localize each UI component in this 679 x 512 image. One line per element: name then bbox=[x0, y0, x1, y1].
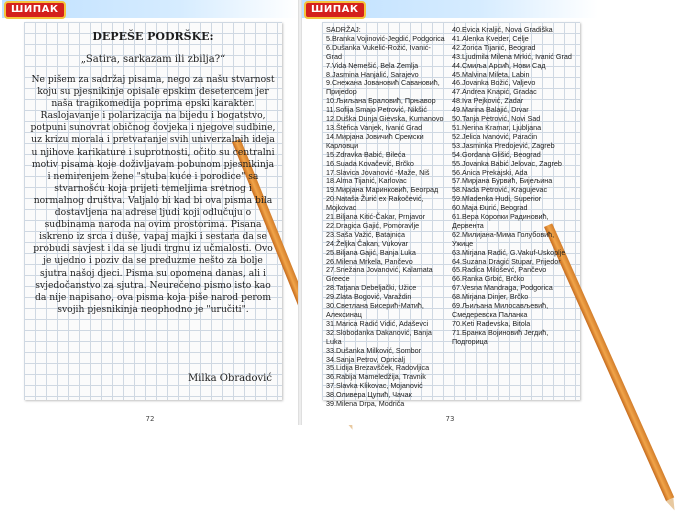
contents-entry: 34.Sanja Petrov, Opricalj bbox=[326, 354, 405, 364]
contents-entry: 32.Slobodanka Dakanović, Banja Luka bbox=[326, 327, 432, 346]
contents-entry: 29.Zlata Bogović, Varaždin bbox=[326, 292, 412, 302]
contents-entry: 8.Jasmina Hanjalić, Sarajevo bbox=[326, 69, 419, 79]
contents-entry: 10.Љиљана Браловић, Прњавор bbox=[326, 96, 436, 106]
left-page bbox=[2, 0, 298, 425]
contents-entry: 22.Dragica Gajić, Pomoravlje bbox=[326, 220, 420, 230]
contents-entry: 14.Мирјана Јовичић Сремски Карловци bbox=[326, 131, 424, 150]
article-author: Milka Obradović bbox=[187, 373, 272, 384]
contents-entry: 25.Biljana Gajić, Banja Luka bbox=[326, 247, 416, 257]
contents-entry: 65.Radica Miloševć, Pančevo bbox=[452, 265, 547, 275]
contents-entry: 54.Gordana Glišić, Beograd bbox=[452, 149, 541, 159]
contents-entry: 31.Marica Radić Vidić, Adaševci bbox=[326, 318, 429, 328]
sipak-logo: ШИПАК bbox=[4, 1, 66, 19]
contents-entry: 40.Evica Kraljić, Nova Gradiška bbox=[452, 25, 553, 34]
contents-entry: 33.Dušanka Milković, Sombor bbox=[326, 345, 422, 355]
contents-entry: 17.Slavica Jovanović -Maže, Niš bbox=[326, 167, 430, 177]
contents-entry: 46.Jovanka Božić, Valjevo bbox=[452, 78, 536, 88]
contents-entry: 42.Zorica Tijanić, Beograd bbox=[452, 42, 536, 52]
contents-column-2 bbox=[452, 26, 572, 347]
contents-entry: 71.Бранка Војиновић Јегдић, Подгорица bbox=[452, 327, 549, 346]
contents-entry: 7.Vida Nemešić, Bela Zemlja bbox=[326, 60, 419, 70]
contents-entry: 9.Снежана Јовановић Савановић, Пријedор bbox=[326, 78, 440, 97]
contents-entry: 11.Sofija Smajo Petrović, Nikšić bbox=[326, 105, 427, 115]
sipak-logo: ШИПАК bbox=[304, 1, 366, 19]
contents-entry: SADRŽAJ: bbox=[326, 25, 361, 34]
contents-entry: 45.Malvina Mileta, Labin bbox=[452, 69, 530, 79]
contents-entry: 13.Štefica Vanjek, Ivanić Grad bbox=[326, 122, 423, 132]
right-page bbox=[302, 0, 598, 425]
contents-entry: 60.Maja Đurić, Beograd bbox=[452, 203, 528, 213]
contents-entry: 69.Љиљана Милосављевић, Смедеревска Паланка bbox=[452, 301, 549, 319]
contents-column-1 bbox=[326, 26, 446, 409]
contents-entry: 48.Iva Pejković, Zadar bbox=[452, 96, 524, 106]
contents-entry: 5.Branka Vojinović-Jegdić, Podgorica bbox=[326, 33, 445, 43]
graph-paper-sheet bbox=[322, 22, 580, 409]
contents-entry: 24.Željka Čakan, Vukovar bbox=[326, 238, 409, 248]
contents-entry: 66.Ranka Grbić, Brčko bbox=[452, 274, 525, 284]
contents-entry: 20.Nataša Žurić ex Rakočević, Mojkovac bbox=[326, 194, 424, 213]
article-body: Ne pišem za sadržaj pisama, nego za našu stvarnost koju su pjesnikinje opisale epskim desetercem jer naša tragikomedija poprima epski karakter. Raslojavanje i polarizacija na bijedu i bogatstvo, potpuni sunovrat običnog čovjeka i njegove sudbine, uz krizu morala i pretvaranje svih univerzalnih ideja u njihove karikature i suprotnosti, očito su centralni motiv pisama koje doživljavam pobunom pjesnikinja i nemirenjem žene "stuba kuće i porodice" sa stvarnošću koja prijeti temeljima sretnog i normalnog društva. Valjalo bi kad bi ova pisma bila dostavljena na adrese ljudi koji odlučuju o sudbinama naroda na ovim prostorima. Pisana iskreno iz srca i duše, vapaj majki i sestara da se probudi savjest i da se ljudi trgnu iz učmalosti. Ovo je ujedno i poziv da se preduzme nešto za bolje sjutra našoj djeci. Pisma su opomena danas, ali i svjedočanstvo za sjutra. Neurečeno pismo isto kao da nije napisano, ova pisma koja piše narod perom svojih pjesnikinja neophodno je "uručiti". bbox=[30, 74, 276, 315]
contents-entry: 38.Оливера Цупић, Чачак bbox=[326, 390, 412, 400]
contents-entry: 49.Marina Balajić, Drvar bbox=[452, 105, 529, 115]
contents-entry: 58.Nada Petrović, Kragujevac bbox=[452, 185, 548, 195]
contents-entry: 55.Jovanka Babić Jelovac, Zagreb bbox=[452, 158, 562, 168]
header-band bbox=[302, 0, 598, 18]
page-number: 73 bbox=[445, 415, 455, 423]
graph-paper-sheet bbox=[24, 22, 282, 400]
article-subtitle: „Satira, sarkazam ili zbilja?“ bbox=[80, 54, 226, 65]
contents-entry: 12.Duška Dunja Gievska, Kumanovo bbox=[326, 114, 444, 124]
contents-entry: 67.Vesna Mandraga, Podgorica bbox=[452, 283, 553, 293]
contents-entry: 43.Ljudmila Milena Mrkić, Ivanić Grad bbox=[452, 51, 572, 61]
contents-entry: 70.Keti Radevska, Bitola bbox=[452, 318, 531, 328]
contents-entry: 6.Dušanka Vukelić-Rožić, Ivanić-Grad bbox=[326, 42, 431, 61]
contents-entry: 39.Milena Drpa, Modriča bbox=[326, 399, 405, 409]
contents-entry: 19.Мирјана Маринковић, Београд bbox=[326, 185, 439, 195]
contents-entry: 59.Mladenka Hudi, Superior bbox=[452, 194, 542, 204]
contents-entry: 47.Andrea Knapić, Gradac bbox=[452, 87, 537, 97]
contents-entry: 63.Mirjana Radić, G.Vakuf-Uskoplje bbox=[452, 247, 566, 257]
contents-entry: 62.Милијана-Мима Голубовић, Ужице bbox=[452, 229, 555, 248]
contents-entry: 21.Biljana Kitić-Čakar, Prnjavor bbox=[326, 212, 426, 222]
contents-entry: 52.Jelica Ivanović, Paraćin bbox=[452, 131, 538, 141]
contents-entry: 64.Suzana Dragić Stupar, Prijedor bbox=[452, 256, 561, 266]
contents-entry: 53.Jasminka Predojević, Zagreb bbox=[452, 140, 555, 150]
contents-entry: 30.Светлана Бисерић-Матић, Алексинац bbox=[326, 301, 424, 319]
contents-entry: 15.Zdravka Babić, Bileća bbox=[326, 149, 406, 159]
contents-entry: 18.Alma Tijanić, Karlovac bbox=[326, 176, 407, 186]
article-title: DEPEŠE PODRŠKE: bbox=[92, 30, 214, 43]
contents-entry: 50.Tanja Petrović, Novi Sad bbox=[452, 114, 541, 124]
contents-entry: 27.Snežana Jovanović, Kalamata Greece bbox=[326, 265, 433, 284]
contents-entry: 35.Lidija Brezavšček, Radovljica bbox=[326, 363, 430, 373]
contents-entry: 68.Mirjana Dinjer, Brčko bbox=[452, 292, 529, 302]
contents-entry: 41.Alenka Kveder, Celje bbox=[452, 33, 529, 43]
contents-entry: 61.Вера Коропки Радиновић, Дервента bbox=[452, 212, 549, 230]
contents-entry: 36.Rabija Mameledžija, Travnik bbox=[326, 372, 426, 382]
contents-entry: 23.Saša Važić, Batajnica bbox=[326, 229, 405, 239]
contents-entry: 26.Milena Mrkela, Pančevo bbox=[326, 256, 413, 266]
contents-entry: 51.Nerina Kramar, Ljubljana bbox=[452, 122, 542, 132]
contents-entry: 56.Anica Prekajski, Ada bbox=[452, 167, 528, 177]
contents-entry: 16.Suada Kovačević, Brčko bbox=[326, 158, 414, 168]
contents-entry: 44.Смиља Арсић, Нови Сад bbox=[452, 60, 546, 70]
contents-entry: 37.Slavka Klikovac, Mojanović bbox=[326, 381, 423, 391]
contents-entry: 57.Мирјана Бурвић, Бијељина bbox=[452, 176, 553, 186]
contents-entry: 28.Tatjana Debeljački, Užice bbox=[326, 283, 417, 293]
page-number: 72 bbox=[145, 415, 155, 423]
header-band bbox=[2, 0, 298, 18]
